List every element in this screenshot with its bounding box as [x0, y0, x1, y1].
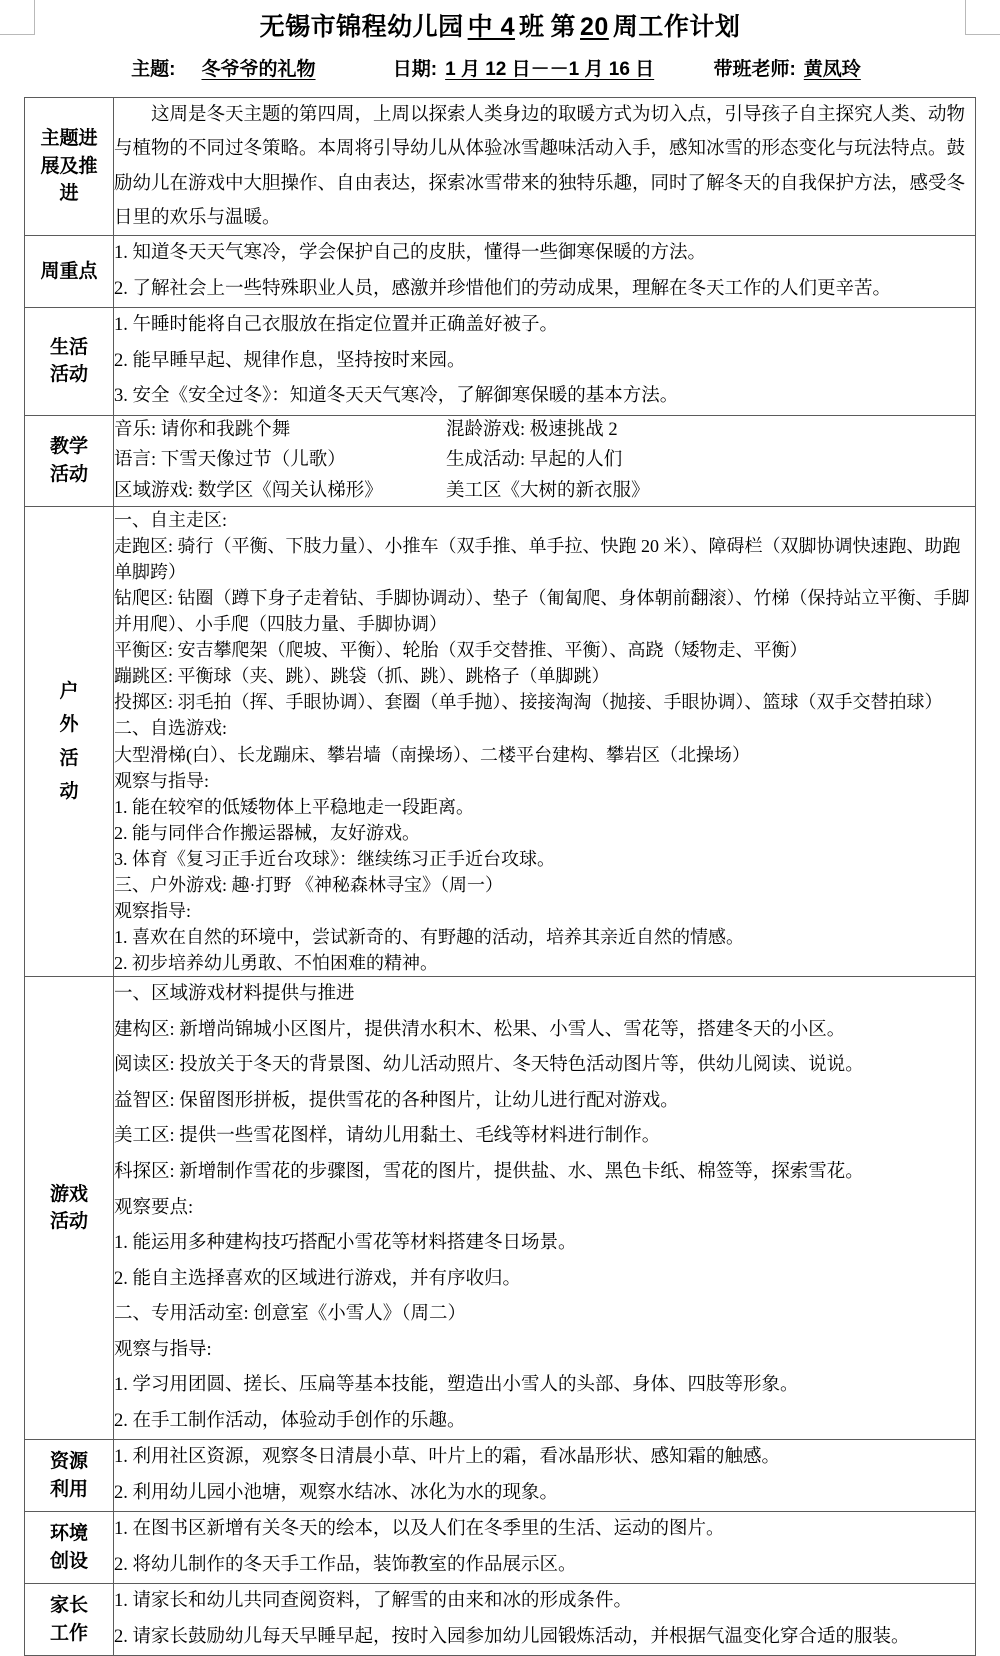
list-item: 阅读区: 投放关于冬天的背景图、幼儿活动照片、冬天特色活动图片等，供幼儿阅读、说说。 — [114, 1055, 864, 1076]
list-item: 1. 能在较窄的低矮物体上平稳地走一段距离。 — [114, 796, 474, 817]
title-suffix: 周工作计划 — [612, 13, 741, 41]
list-item: 美工区: 提供一些雪花图样，请幼儿用黏土、毛线等材料进行制作。 — [114, 1126, 661, 1147]
label-line: 教学 — [49, 436, 88, 458]
theme-label: 主题: — [131, 59, 176, 81]
theme-value: 冬爷爷的礼物 — [201, 59, 316, 81]
list-item: 观察要点: — [114, 1197, 194, 1218]
teaching-right-item: 美工区《大树的新衣服》 — [446, 481, 650, 502]
row-label-week-focus — [25, 236, 114, 308]
row-body-life-activity — [114, 308, 976, 416]
label-line: 家长 — [49, 1595, 88, 1617]
list-item: 3. 体育《复习正手近台攻球》：继续练习正手近台攻球。 — [114, 848, 555, 869]
teacher-value: 黄凤玲 — [803, 59, 861, 81]
teaching-right-item: 生成活动: 早起的人们 — [446, 450, 623, 471]
label-line: 活动 — [49, 364, 88, 386]
list-item: 2. 在手工制作活动，体验动手创作的乐趣。 — [114, 1410, 466, 1431]
list-item: 2. 初步培养幼儿勇敢、不怕困难的精神。 — [114, 953, 438, 974]
list-item: 三、户外游戏: 趣·打野 《神秘森林寻宝》（周一） — [114, 875, 503, 896]
list-item: 1. 能运用多种建构技巧搭配小雪花等材料搭建冬日场景。 — [114, 1233, 577, 1254]
list-item: 2. 能自主选择喜欢的区域进行游戏，并有序收归。 — [114, 1268, 522, 1289]
list-item: 2. 将幼儿制作的冬天手工作品，装饰教室的作品展示区。 — [114, 1554, 577, 1575]
date-value: 1 月 12 日－－1 月 16 日 — [445, 59, 655, 81]
row-body-resource-use — [114, 1440, 976, 1512]
label-line: 游戏 — [49, 1183, 88, 1205]
list-item: 1. 午睡时能将自己衣服放在指定位置并正确盖好被子。 — [114, 315, 559, 336]
row-body-outdoor-activity — [114, 506, 976, 977]
list-item: 观察与指导: — [114, 770, 210, 791]
theme-group — [131, 54, 341, 81]
label-line: 外 — [59, 714, 79, 736]
row-label-game-activity — [25, 977, 114, 1440]
class-value: 中 4 — [467, 13, 515, 41]
list-item: 二、自选游戏: — [114, 718, 228, 739]
list-item: 1. 在图书区新增有关冬天的绘本，以及人们在冬季里的生活、运动的图片。 — [114, 1519, 725, 1540]
label-line: 创设 — [49, 1550, 88, 1572]
label-line: 动 — [59, 780, 79, 802]
list-item: 2. 请家长鼓励幼儿每天早睡早起，按时入园参加幼儿园锻炼活动，并根据气温变化穿合适的服装。 — [114, 1626, 910, 1647]
list-item: 2. 利用幼儿园小池塘，观察水结冰、冰化为水的现象。 — [114, 1482, 559, 1503]
list-item: 走跑区: 骑行（平衡、下肢力量）、小推车（双手推、单手拉、快跑 20 米）、障碍栏（双脚协调快速跑、助跑单脚跨） — [114, 535, 961, 582]
row-label-outdoor-activity — [25, 506, 114, 977]
list-item: 蹦跳区: 平衡球（夹、跳）、跳袋（抓、跳）、跳格子（单脚跳） — [114, 666, 610, 687]
row-body-parent-work — [114, 1584, 976, 1656]
label-line: 工作 — [49, 1622, 88, 1644]
row-label-parent-work — [25, 1584, 114, 1656]
teacher-group — [713, 54, 868, 81]
list-item: 3. 安全《安全过冬》：知道冬天天气寒冷，了解御寒保暖的基本方法。 — [114, 386, 679, 407]
list-item: 1. 喜欢在自然的环境中，尝试新奇的、有野趣的活动，培养其亲近自然的情感。 — [114, 927, 744, 948]
label-line: 活 — [59, 747, 79, 769]
page-title — [0, 0, 1000, 43]
teaching-grid — [114, 416, 975, 506]
list-item: 二、专用活动室: 创意室《小雪人》（周二） — [114, 1304, 467, 1325]
label-line: 周重点 — [40, 260, 98, 282]
label-line: 资源 — [49, 1451, 88, 1473]
label-line: 展及推 — [40, 155, 98, 177]
week-number: 20 — [580, 13, 609, 41]
label-line: 主题进 — [40, 128, 98, 150]
label-line: 利用 — [49, 1478, 88, 1500]
teaching-right-item: 混龄游戏: 极速挑战 2 — [446, 419, 618, 440]
list-item: 平衡区: 安吉攀爬架（爬坡、平衡）、轮胎（双手交替推、平衡）、高跷（矮物走、平衡） — [114, 640, 808, 661]
class-suffix: 班 — [519, 13, 545, 41]
label-line: 环境 — [49, 1523, 88, 1545]
list-item: 观察与指导: — [114, 1339, 212, 1360]
row-body-teaching-activity — [114, 415, 976, 506]
date-label: 日期: — [392, 59, 438, 81]
table-row-resource-use — [25, 1440, 976, 1512]
teaching-left-item: 语言: 下雪天像过节（儿歌） — [114, 450, 346, 471]
row-label-theme-progress — [25, 98, 114, 236]
list-item: 2. 能早睡早起、规律作息，坚持按时来园。 — [114, 350, 466, 371]
label-line: 进 — [59, 183, 79, 205]
crop-mark-top-right — [965, 0, 1000, 35]
list-item: 观察指导: — [114, 901, 192, 922]
teaching-left-item: 音乐: 请你和我跳个舞 — [114, 419, 291, 440]
week-prefix: 第 — [550, 13, 577, 41]
teaching-left-item: 区域游戏: 数学区《闯关认梯形》 — [114, 481, 383, 502]
table-row-theme-progress — [25, 98, 976, 236]
table-row-week-focus — [25, 236, 976, 308]
row-label-environment — [25, 1512, 114, 1584]
list-item: 2. 能与同伴合作搬运器械，友好游戏。 — [114, 822, 420, 843]
list-item: 2. 了解社会上一些特殊职业人员，感激并珍惜他们的劳动成果，理解在冬天工作的人们更辛苦。 — [114, 278, 892, 299]
list-item: 1. 利用社区资源，观察冬日清晨小草、叶片上的霜，看冰晶形状、感知霜的触感。 — [114, 1447, 781, 1468]
title-prefix: 无锡市锦程幼儿园 — [259, 13, 464, 41]
teacher-label: 带班老师: — [713, 59, 796, 81]
row-label-teaching-activity — [25, 415, 114, 506]
weekly-plan-table — [24, 97, 976, 1656]
label-line: 户 — [59, 681, 79, 703]
row-body-week-focus — [114, 236, 976, 308]
list-item: 大型滑梯(白）、长龙蹦床、攀岩墙（南操场）、二楼平台建构、攀岩区（北操场） — [114, 744, 750, 765]
table-row-life-activity — [25, 308, 976, 416]
list-item: 1. 学习用团圆、搓长、压扁等基本技能，塑造出小雪人的头部、身体、四肢等形象。 — [114, 1375, 799, 1396]
list-item: 一、自主走区: — [114, 509, 228, 530]
row-body-theme-progress — [114, 98, 976, 236]
list-item: 投掷区: 羽毛拍（挥、手眼协调）、套圈（单手抛）、接接淘淘（抛接、手眼协调）、篮球（双手交替拍球） — [114, 692, 943, 713]
row-body-game-activity — [114, 977, 976, 1440]
list-item: 钻爬区: 钻圈（蹲下身子走着钻、手脚协调动）、垫子（匍匐爬、身体朝前翻滚）、竹梯（保持站立平衡、手脚并用爬）、小手爬（四肢力量、手脚协调） — [114, 588, 970, 635]
list-item: 一、区域游戏材料提供与推进 — [114, 984, 355, 1005]
crop-mark-top-left — [0, 0, 35, 35]
row-body-environment — [114, 1512, 976, 1584]
table-row-teaching-activity — [25, 415, 976, 506]
list-item: 科探区: 新增制作雪花的步骤图，雪花的图片，提供盐、水、黑色卡纸、棉签等，探索雪花。 — [114, 1161, 864, 1182]
date-group — [393, 54, 662, 81]
label-line: 活动 — [49, 1211, 88, 1233]
meta-row — [0, 54, 1000, 81]
table-row-game-activity — [25, 977, 976, 1440]
list-item: 1. 知道冬天天气寒冷，学会保护自己的皮肤，懂得一些御寒保暖的方法。 — [114, 243, 707, 264]
label-line: 活动 — [49, 463, 88, 485]
list-item: 1. 请家长和幼儿共同查阅资料，了解雪的由来和冰的形成条件。 — [114, 1591, 633, 1612]
list-item: 益智区: 保留图形拼板，提供雪花的各种图片，让幼儿进行配对游戏。 — [114, 1090, 679, 1111]
table-row-parent-work — [25, 1584, 976, 1656]
table-row-outdoor-activity — [25, 506, 976, 977]
label-line: 生活 — [49, 336, 88, 358]
row-label-life-activity — [25, 308, 114, 416]
list-item: 建构区: 新增尚锦城小区图片，提供清水积木、松果、小雪人、雪花等，搭建冬天的小区。 — [114, 1019, 846, 1040]
table-row-environment — [25, 1512, 976, 1584]
row-label-resource-use — [25, 1440, 114, 1512]
paragraph: 这周是冬天主题的第四周，上周以探索人类身边的取暖方式为切入点，引导孩子自主探究人类、动物与植物的不同过冬策略。本周将引导幼儿从体验冰雪趣味活动入手，感知冰雪的形态变化与玩法特点。鼓励幼儿在游戏中大胆操作、自由表达，探索冰雪带来的独特乐趣，同时了解冬天的自我保护方法，感受冬日里的欢乐与温暖。 — [114, 105, 966, 228]
